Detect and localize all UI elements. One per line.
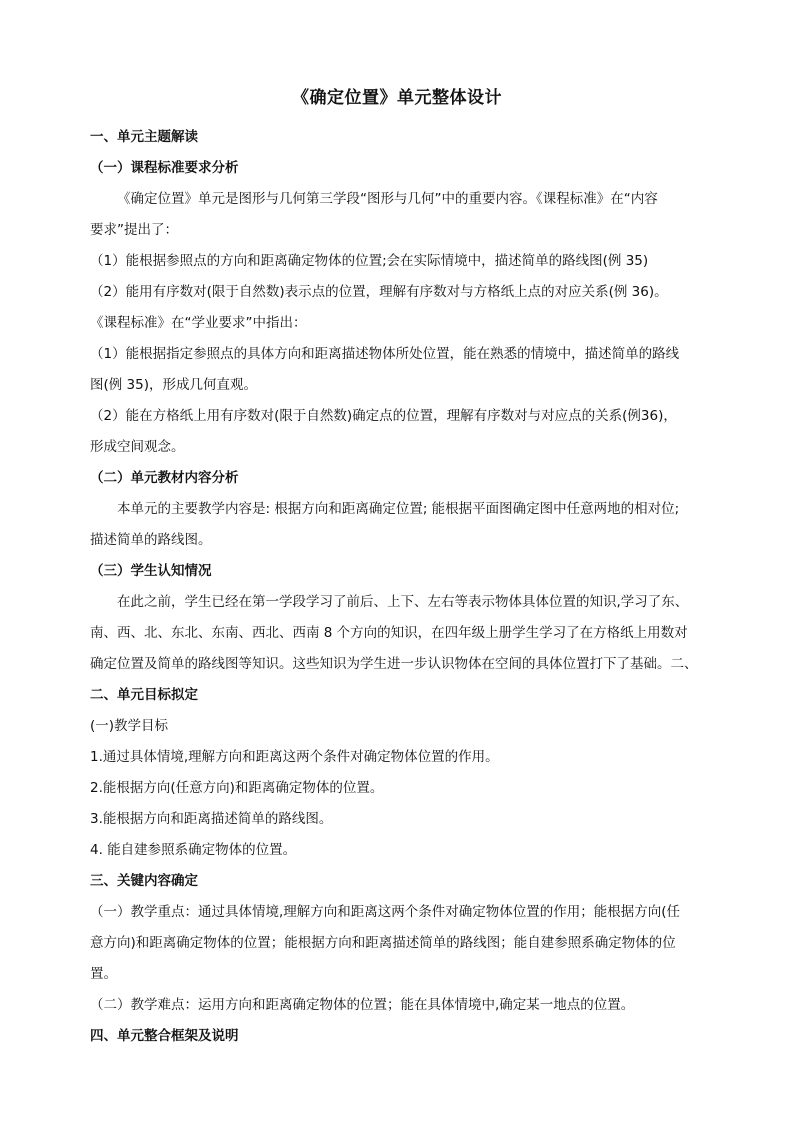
section-heading: 二、单元目标拟定 bbox=[90, 687, 198, 703]
paragraph-line: 置。 bbox=[90, 966, 117, 982]
paragraph-line: 4. 能自建参照系确定物体的位置。 bbox=[90, 842, 297, 858]
paragraph-line: 描述简单的路线图。 bbox=[90, 532, 212, 548]
section-heading: （三）学生认知情况 bbox=[90, 563, 212, 579]
paragraph-line: （1）能根据指定参照点的具体方向和距离描述物体所处位置，能在熟悉的情境中，描述简单的路线 bbox=[90, 346, 680, 362]
paragraph-line: （一）教学重点：通过具体情境,理解方向和距离这两个条件对确定物体位置的作用；能根据方向(任 bbox=[90, 904, 681, 920]
paragraph-line: 形成空间观念。 bbox=[90, 439, 185, 455]
paragraph-line: 《确定位置》单元是图形与几何第三学段“图形与几何”中的重要内容。《课程标准》在“内容 bbox=[117, 191, 658, 207]
paragraph-line: 3.能根据方向和距离描述简单的路线图。 bbox=[90, 811, 333, 827]
paragraph-line: （2）能用有序数对(限于自然数)表示点的位置，理解有序数对与方格纸上点的对应关系(例 36)。 bbox=[90, 284, 668, 300]
paragraph-line: 意方向)和距离确定物体的位置；能根据方向和距离描述简单的路线图；能自建参照系确定物体的位 bbox=[90, 935, 676, 951]
paragraph-line: （1）能根据参照点的方向和距离确定物体的位置;会在实际情境中，描述简单的路线图(例 35) bbox=[90, 253, 649, 269]
paragraph-line: 图(例 35)，形成几何直观。 bbox=[90, 377, 258, 393]
paragraph-line: 本单元的主要教学内容是: 根据方向和距离确定位置; 能根据平面图确定图中任意两地的相对位; bbox=[117, 501, 680, 517]
section-heading: （二）单元教材内容分析 bbox=[90, 470, 239, 486]
section-heading: 四、单元整合框架及说明 bbox=[90, 1028, 239, 1044]
section-heading: （一）课程标准要求分析 bbox=[90, 160, 239, 176]
paragraph-line: 南、西、北、东北、东南、西北、西南 8 个方向的知识，在四年级上册学生学习了在方格纸上用数对 bbox=[90, 625, 688, 641]
paragraph-line: 确定位置及简单的路线图等知识。这些知识为学生进一步认识物体在空间的具体位置打下了基础。二、 bbox=[90, 656, 698, 672]
paragraph-line: 要求”提出了： bbox=[90, 222, 178, 238]
paragraph-line: (一)教学目标 bbox=[90, 718, 169, 734]
document-title: 《确定位置》单元整体设计 bbox=[292, 88, 502, 108]
paragraph-line: （2）能在方格纸上用有序数对(限于自然数)确定点的位置，理解有序数对与对应点的关系(例36)， bbox=[90, 408, 677, 424]
section-heading: 一、单元主题解读 bbox=[90, 129, 198, 145]
paragraph-line: 2.能根据方向(任意方向)和距离确定物体的位置。 bbox=[90, 780, 384, 796]
paragraph-line: 1.通过具体情境,理解方向和距离这两个条件对确定物体位置的作用。 bbox=[90, 749, 499, 765]
paragraph-line: 《课程标准》在“学业要求”中指出： bbox=[90, 315, 307, 331]
section-heading: 三、关键内容确定 bbox=[90, 873, 198, 889]
document-body bbox=[90, 122, 710, 1052]
paragraph-line: （二）教学难点：运用方向和距离确定物体的位置；能在具体情境中,确定某一地点的位置。 bbox=[90, 997, 635, 1013]
paragraph-line: 在此之前，学生已经在第一学段学习了前后、上下、左右等表示物体具体位置的知识,学习了东、 bbox=[117, 594, 689, 610]
